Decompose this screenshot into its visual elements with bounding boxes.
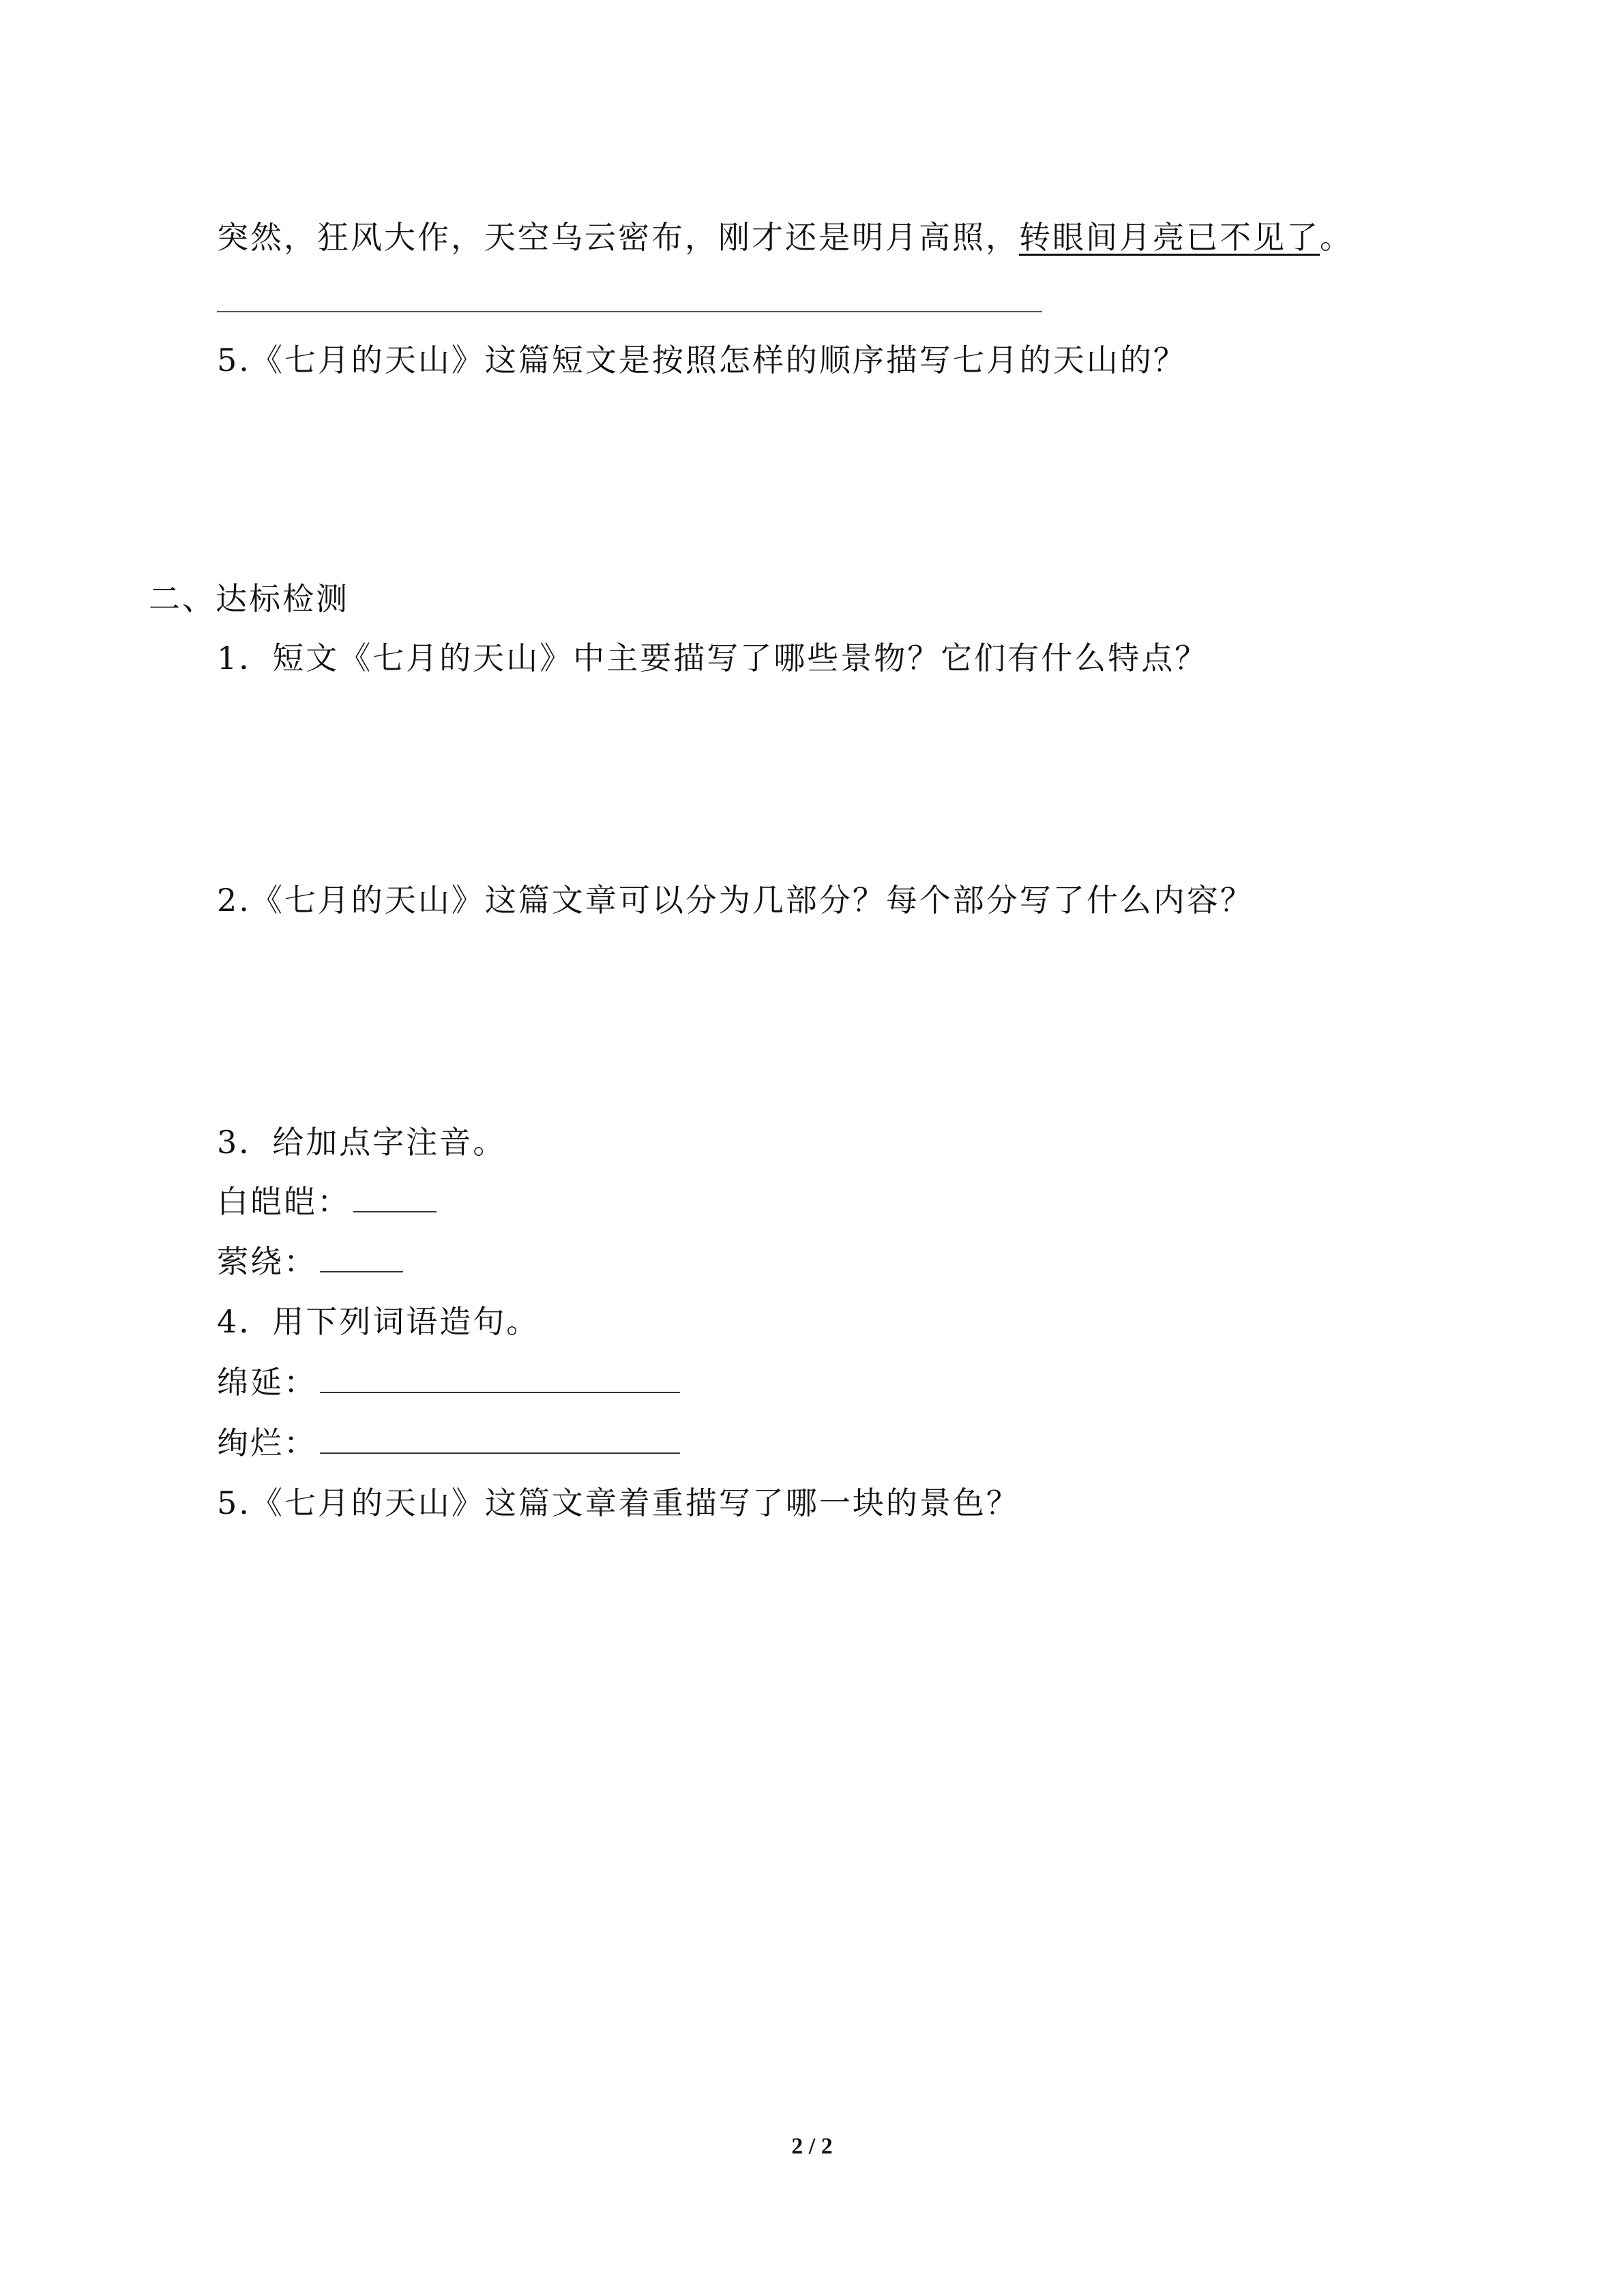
sentence-blank[interactable] [320, 1362, 680, 1393]
example-sentence-end: 。 [1320, 219, 1353, 256]
answer-line[interactable] [217, 311, 1042, 312]
page-number: 2 / 2 [791, 2134, 833, 2159]
question-5: 5.《七月的天山》这篇文章着重描写了哪一块的景色？ [217, 1485, 1020, 1521]
question-5-order: 5.《七月的天山》这篇短文是按照怎样的顺序描写七月的天山的？ [217, 342, 1187, 378]
sentence-item [217, 1422, 680, 1463]
pinyin-item-label: 萦绕： [217, 1243, 317, 1280]
question-1: 1．短文《七月的天山》中主要描写了哪些景物？它们有什么特点？ [217, 640, 1209, 676]
pinyin-item [217, 1181, 437, 1222]
sentence-item-label: 绵延： [217, 1364, 317, 1401]
sentence-item [217, 1362, 680, 1403]
example-sentence [217, 217, 1353, 258]
example-sentence-plain: 突然，狂风大作，天空乌云密布，刚才还是明月高照， [217, 219, 1019, 256]
question-3: 3．给加点字注音。 [217, 1124, 507, 1161]
sentence-item-label: 绚烂： [217, 1425, 317, 1461]
pinyin-item [217, 1241, 403, 1282]
question-4: 4．用下列词语造句。 [217, 1303, 540, 1340]
section-heading: 二、达标检测 [149, 580, 349, 617]
pinyin-blank[interactable] [320, 1241, 403, 1272]
pinyin-item-label: 白皑皑： [217, 1183, 351, 1220]
example-sentence-underlined: 转眼间月亮已不见了 [1019, 219, 1320, 256]
question-2: 2.《七月的天山》这篇文章可以分为几部分？每个部分写了什么内容？ [217, 882, 1254, 919]
pinyin-blank[interactable] [353, 1181, 437, 1212]
sentence-blank[interactable] [320, 1422, 680, 1454]
